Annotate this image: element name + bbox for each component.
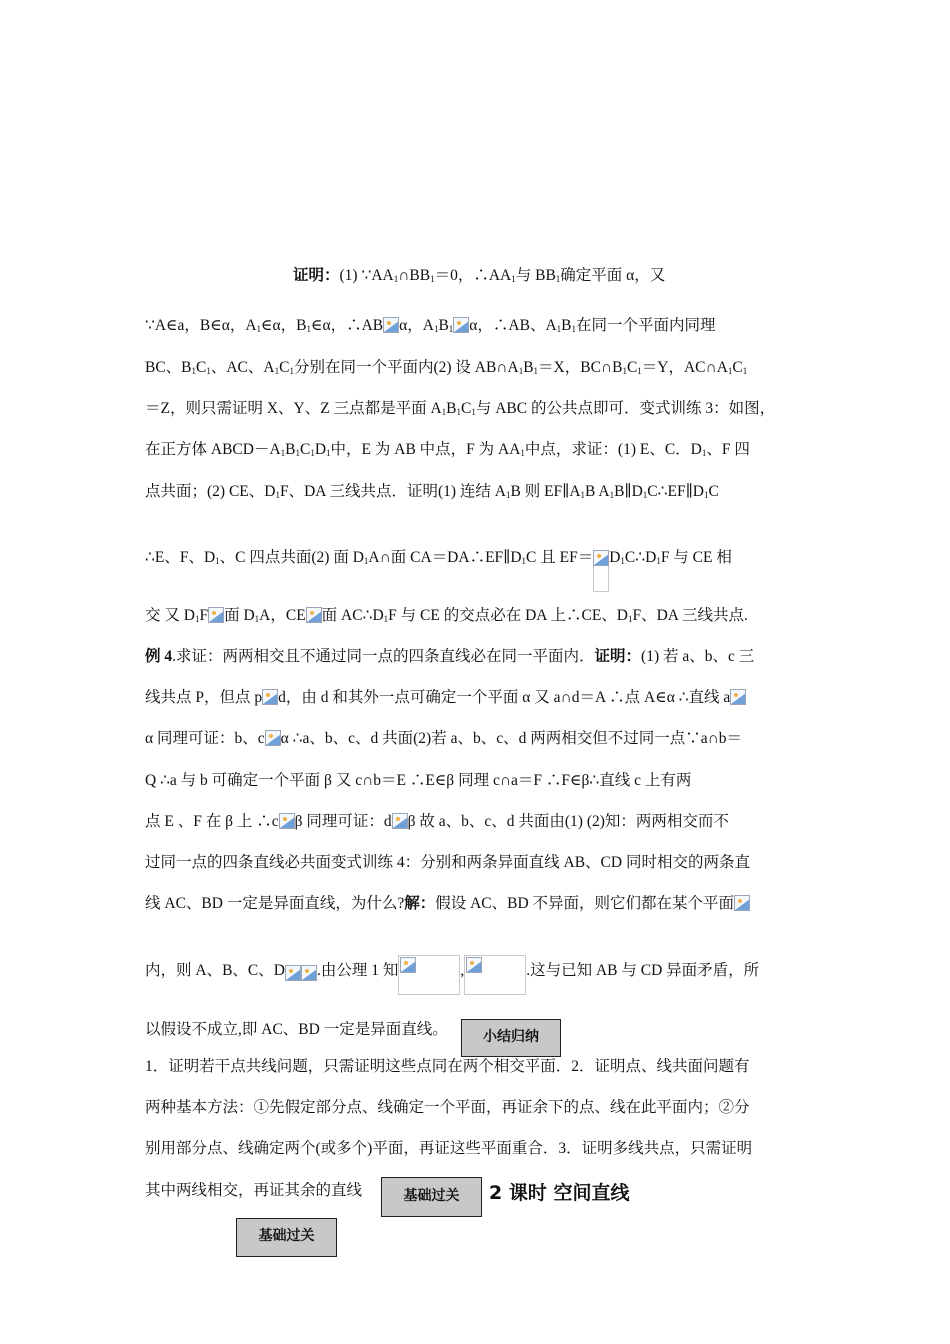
proof-line-5: 在正方体 $ABCD-A_1B_1C_1D_1$中，E 为 AB 中点，F 为 $AA_1$中点，求证：(1) E、C．$D_1$、F 四 (145, 441, 750, 458)
subset-symbol-image-icon (392, 813, 408, 829)
proof-line-12: Q ∴a 与 b 可确定一个平面 β 又 c∩b＝E ∴E∈β 同理 c∩a＝F ∴F∈β∴直线 c 上有两 (145, 772, 692, 789)
formula-image-icon (400, 957, 416, 973)
fraction-image-frame (593, 550, 609, 592)
formula-image-frame (464, 955, 526, 995)
summary-line-2: 两种基本方法：①先假定部分点、线确定一个平面，再证余下的点、线在此平面内；②分 (145, 1099, 750, 1116)
proof-line-15: 线 AC、BD 一定是异面直线，为什么?解：假设 AC、BD 不异面，则它们都在某个平面 (145, 894, 750, 914)
proof-line-1: 证明：(1) $\because AA_1\cap BB_1=0$，$\therefore AA_1$与 $BB_1$确定平面 α，又 (293, 267, 666, 284)
proof-line-10: 线共点 P，但点 p d，由 d 和其外一点可确定一个平面 α 又 a∩d＝A ∴点 A∈α ∴直线 a (145, 688, 746, 708)
subset-symbol-image-icon (730, 689, 746, 705)
proof-line-4: ＝Z，则只需证明 X、Y、Z 三点都是平面 $A_1B_1C_1$与 ABC 的公共点即可．变式训练 3：如图， (145, 400, 776, 417)
example-4-line: 例 4.求证：两两相交且不通过同一点的四条直线必在同一平面内．证明：(1) 若 a、b、c 三 (145, 648, 755, 665)
proof-line-17: 以假设不成立,即 AC、BD 一定是异面直线。 (145, 1021, 448, 1038)
formula-image-frame (398, 955, 460, 995)
formula-image-icon (301, 965, 317, 981)
proof-line-13: 点 E 、F 在 β 上 ∴c β 同理可证：d β 故 a、b、c、d 共面由(1) (2)知：两两相交而不 (145, 813, 729, 830)
summary-line-3: 别用部分点、线确定两个(或多个)平面，再证这些平面重合．3．证明多线共点，只需证明 (145, 1140, 753, 1157)
subset-symbol-image-icon (306, 607, 322, 623)
proof-line-3: BC、$B_1C_1$、AC、$A_1C_1$分别在同一个平面内(2) 设 $AB\cap A_1B_1=X$，$BC\cap B_1C_1=Y$，$AC\cap A_1C_1$ (145, 359, 748, 376)
subset-symbol-image-icon (383, 317, 399, 333)
formula-image-icon (285, 965, 301, 981)
solution-label: 解： (404, 895, 436, 912)
lesson-heading: 2 课时 空间直线 (489, 1182, 630, 1204)
proof-line-14: 过同一点的四条直线必共面变式训练 4：分别和两条异面直线 AB、CD 同时相交的两条直 (145, 854, 750, 871)
not-in-symbol-image-icon (262, 689, 278, 705)
proof-label: 证明： (594, 648, 642, 665)
proof-line-11: α 同理可证：b、c α ∴a、b、c、d 共面(2)若 a、b、c、d 两两相交但不过同一点∵a∩b＝ (145, 730, 743, 747)
summary-line-1: 1．证明若干点共线问题，只需证明这些点同在两个相交平面．2．证明点、线共面问题有 (145, 1058, 750, 1075)
proof-line-8: 交 又 $D_1F$ 面 $D_1A$，CE 面 $AC\therefore D_1F$ 与 CE 的交点必在 DA 上∴CE、$D_1F$、DA 三线共点. (145, 607, 748, 624)
plane-image-icon (734, 895, 750, 911)
basic-level-box: 基础过关 (381, 1177, 482, 1217)
subset-symbol-image-icon (453, 317, 469, 333)
formula-image-icon (466, 957, 482, 973)
proof-line-6: 点共面；(2) CE、$D_1F$、DA 三线共点．证明(1) 连结 $A_1B$ 则 $EF\parallel A_1B$ $A_1B\parallel D_1C\therefore EF\parallel D_1C$ (145, 483, 719, 500)
subset-symbol-image-icon (279, 813, 295, 829)
summary-box: 小结归纳 (461, 1019, 561, 1057)
subset-symbol-image-icon (208, 607, 224, 623)
proof-line-16: 内，则 A、B、C、D .由公理 1 知 , .这与已知 AB 与 CD 异面矛盾，所 (145, 955, 759, 995)
proof-line-7: ∴E、F、$D_1$、C 四点共面(2) 面 $D_1A\cap$面 $CA=DA\therefore EF\parallel D_1C$ 且 EF＝ $D_1C\therefore D_1F$ 与 CE 相 (145, 548, 732, 592)
subset-symbol-image-icon (265, 730, 281, 746)
proof-line-2: ∵A∈a，B∈α，$A_1\in\alpha$，$B_1\in\alpha$，∴AB α，$A_1B_1$ α，∴AB、$A_1B_1$在同一个平面内同理 (145, 317, 716, 334)
fraction-image-icon (593, 550, 609, 566)
proof-label: 证明： (293, 267, 340, 284)
basic-level-box-2: 基础过关 (236, 1218, 337, 1257)
summary-line-4: 其中两线相交，再证其余的直线 (145, 1182, 363, 1199)
example-label: 例 4 (145, 648, 173, 665)
